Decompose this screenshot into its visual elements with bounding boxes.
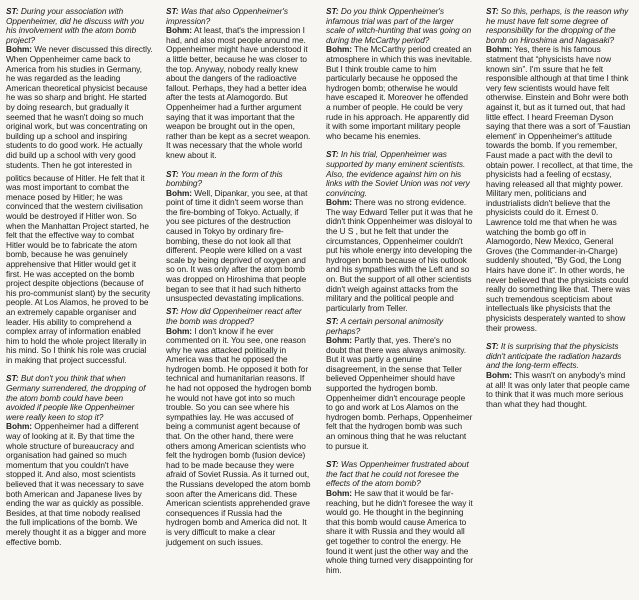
answer-block (486, 371, 633, 409)
question-text: In his trial, Oppenheimer was supported by many eminent scientists. Also, the evidence against him on his links with the Soviet Union was not very convincing. (326, 149, 470, 198)
answer-block (166, 327, 313, 548)
interview-column-3 (326, 7, 473, 600)
question-block (6, 7, 153, 45)
question-text: How did Oppenheimer react after the bomb was dropped? (166, 306, 302, 326)
answer-block (326, 198, 473, 313)
question-block (326, 7, 473, 45)
question-block (326, 317, 473, 336)
answer-text: Well, Dipankar, you see, at that point of time it didn't seem worse than the fire-bombing of Tokyo. Actually, if you see pictures of the destruction caused in Tokyo by ordinary fire-bombing, these do not look all that different. People were killed on a vast scale by being deprived of oxygen and so on. It was only after the atom bomb was dropped on Hiroshima that people began to see that it had such hitherto unsuspected devastating implications. (166, 187, 308, 304)
question-block (326, 150, 473, 198)
answer-block (326, 489, 473, 575)
interview-column-1 (6, 7, 153, 600)
answer-text: This wasn't on anybody's mind at all! It was only later that people came to think that it was much more serious than what they had thought. (486, 369, 630, 409)
question-block (486, 342, 633, 371)
answer-text: I don't know if he ever commented on it. You see, one reason why he was attacked politically in America was that he opposed the hydrogen bomb. He opposed it both for technical and humanitarian reasons. If he had not opposed the hydrogen bomb he would not have got into so much trouble. So you can see where his sympathies lay. He was accused of being a communist agent because of that. On the other hand, there were others among American scientists who felt the hydrogen bomb (fusion device) had to be made because they were afraid of Soviet Russia. As it turned out, the Russians developed the atom bomb soon after the Americans did. These American scientists apprehended grave consequences if Russia had the hydrogen bomb and America did not. It is very difficult to make a clear judgement on such issues. (166, 325, 312, 547)
speaker-label: Bohm: (166, 187, 193, 198)
question-text: So this, perhaps, is the reason why he must have felt some degree of responsibility for the dropping of the bomb on Hiroshima and Nagasaki? (486, 6, 629, 45)
speaker-label: Bohm: (166, 25, 193, 36)
question-block (166, 170, 313, 189)
answer-block (6, 422, 153, 547)
speaker-label: Bohm: (6, 44, 33, 55)
speaker-label: ST: (6, 373, 19, 384)
question-text: It is surprising that the physicists didn't anticipate the radiation hazards and the long-term effects. (486, 341, 622, 371)
speaker-label: ST: (326, 315, 339, 326)
answer-block (166, 189, 313, 304)
question-text: A certain personal animosity perhaps? (326, 315, 444, 336)
answer-block (326, 45, 473, 141)
answer-text: We never discussed this directly. When Oppenheimer came back to America from his studies in Germany, he was regarded as the leading American theoretical physicist because he was so sharp and bright. He started by doing research, but gradually it seemed that he wasn't doing so much original work, but was concentrating on building up a school and inspiring students to do good work. He actually did build up a school with very good students. Then he got interested in (6, 44, 153, 170)
speaker-label: Bohm: (486, 44, 513, 55)
question-text: Do you think Oppenheimer's infamous trial was part of the larger scale of witch-hunting that was going on during the McCarthy period? (326, 6, 472, 45)
answer-block (486, 45, 633, 333)
speaker-label: Bohm: (166, 325, 193, 336)
interview-column-2 (166, 7, 313, 600)
speaker-label: Bohm: (326, 488, 353, 498)
question-block (166, 307, 313, 326)
speaker-label: ST: (326, 459, 339, 470)
question-block (166, 7, 313, 26)
speaker-label: ST: (166, 168, 179, 179)
interview-column-4 (486, 7, 633, 600)
speaker-label: ST: (166, 6, 179, 16)
speaker-label: ST: (326, 149, 339, 160)
answer-block (326, 336, 473, 451)
speaker-label: ST: (6, 6, 19, 16)
answer-text: Yes, there is his famous statment that “physicists have now known sin”. I'm ssure that he felt responsible although at that time I think very few scientists would have felt otherwise. Einstein and Bohr were both against it, but as it turned out, that had little effect. I heard Freeman Dyson saying that there was a sort of 'Faustian element' in Oppenheimer's attitude towards the bomb. If you remember, Faust made a pact with the devil to obtain power. I recollect, at that time, the physicists had a feeling of ecstasy, having released all that mighty power. Military men, politicians and industrialists didn't believe that the physicists could do it. Ernest 0. Lawrence told me that when he was watching the bomb go off in Alamogordo, New Mexico, General Groves (the Commander-in-Charge) suddenly shouted, “By God, the Long Hairs have done it”. In other words, he never believed that the physicists could really do something like that. There was such tremendous scepticism about intellectuals like physicists that the physicists desperately wanted to show their prowess. (486, 44, 633, 333)
question-block (6, 374, 153, 422)
answer-text: The McCarthy period created an atmosphere in which this was inevitable. But I think trouble came to him particularly because he opposed the hydrogen bomb; otherwise he would have escaped it. Moreover he offended a number of people. He could be very rude in his approach. He apparently did it with some important military people who became his enemies. (326, 44, 473, 141)
question-block (486, 7, 633, 45)
answer-block (6, 45, 153, 170)
answer-text: He saw that it would be far-reaching, but he didn't foresee the way it would go. He thought in the beginning that this bomb would cause America to share it with Russia and they would all get together to control the energy. He found it went just the other way and the whole thing turned very disappointing for him. (326, 488, 473, 575)
question-text: Was Oppenheimer frustrated about the fact that he could not foresee the effects of the atom bomb? (326, 459, 469, 489)
speaker-label: Bohm: (326, 335, 353, 346)
speaker-label: ST: (486, 6, 499, 16)
question-text: Was that also Oppenheimer's impression? (166, 6, 288, 26)
question-text: But don't you think that when Germany surrendered, the dropping of the atom bomb could have been avoided if people like Oppenheimer were really keen to stop it? (6, 373, 146, 422)
question-block (326, 460, 473, 489)
answer-text: politics because of Hitler. He felt that it was most important to combat the menace posed by Hitler; he was convinced that the western civilisation would be destroyed if Hitler won. So when the Manhattan Project started, he felt that the effective way to combat Hitler would be to fabricate the atom bomb, because he was genuinely apprehensive that Hitler would get it first. He was accepted on the bomb project despite objections (because of his pro-communist slant) by the security people. At Los Alamos, he proved to be an extremely capable organiser and leader. His ability to comprehend a complex array of information enabled him to hold the whole project literally in his mind. So I think his role was crucial in making that project successful. (6, 172, 151, 365)
question-text: You mean in the form of this bombing? (166, 168, 283, 189)
speaker-label: ST: (486, 341, 499, 352)
answer-block (166, 26, 313, 160)
speaker-label: ST: (326, 6, 339, 16)
speaker-label: Bohm: (326, 44, 353, 55)
answer-text: Oppenheimer had a different way of looking at it. By that time the whole structure of bureaucracy and organisation had gained so much momentum that you couldn't have stopped it. And also, most scientists believed that it was necessary to save both American and Japanese lives by ending the war as quickly as possible. Besides, at that time nobody realised the full implications of the bomb. We merely thought it as a bigger and more effective bomb. (6, 421, 147, 547)
answer-text: Partly that, yes. There's no doubt that there was always animosity. But it was partly a genuine disagreement, in the sense that Teller believed Oppenheimer should have supported the hydrogen bomb. Oppenheimer didn't encourage people to go and work at Los Alamos on the hydrogen bomb. Perhaps, Oppenheimer felt that the hydrogen bomb was such an ominous thing that he was reluctant to pursue it. (326, 335, 473, 451)
speaker-label: Bohm: (486, 369, 513, 380)
speaker-label: Bohm: (6, 421, 33, 432)
question-text: During your association with Oppenheimer, did he discuss with you his involvement with the atom bomb project? (6, 6, 144, 45)
answer-continuation (6, 174, 153, 366)
answer-text: At least, that's the impression I had, and also most people around me. Oppenheimer might have understood it a little better, because he was closer to the top. Anyway, nobody really knew about the dangers of the radioactive fallout. Perhaps, they had a better idea after the tests at Alamogordo. But Oppenheimer had a further argument saying that it was important that the weapon be brought out in the open, rather than be kept as a secret weapon. It was necessary that the whole world knew about it. (166, 25, 311, 160)
speaker-label: Bohm: (326, 197, 353, 208)
answer-text: There was no strong evidence. The way Edward Teller put it was that he didn't think Oppenheimer was disloyal to the U S , but he felt that under the circumstances, Oppenheimer couldn't put his whole energy into developing the hydrogen bomb because of his outlook and his sympathies with the Left and so on. But the support of all other scientists didn't weigh against attacks from the military and the political people and particularly from Teller. (326, 197, 473, 313)
speaker-label: ST: (166, 306, 179, 317)
